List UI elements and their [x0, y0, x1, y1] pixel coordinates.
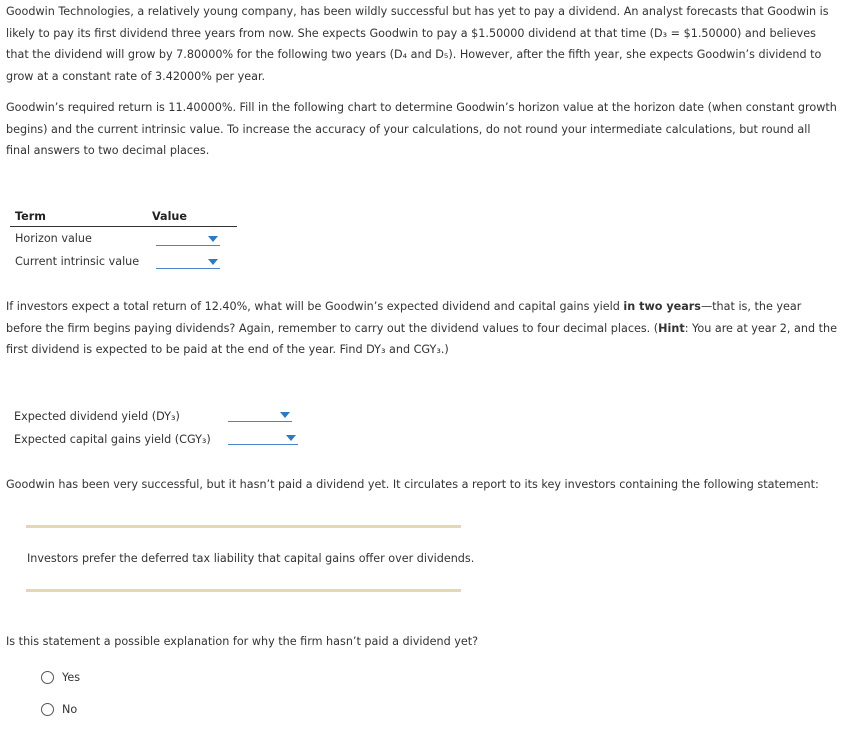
- dropdown-arrow-icon: [208, 236, 218, 242]
- current-intrinsic-value-label: Current intrinsic value: [15, 255, 140, 268]
- dropdown-arrow-icon: [286, 435, 296, 441]
- horizon-value-dropdown[interactable]: [156, 231, 220, 246]
- instructions-paragraph: Goodwin’s required return is 11.40000%. Fill in the following chart to determine Goodwin’s horizon value at the horizon date (when constant growth begins) and the current intrinsic value. To increase the accuracy of your calculations, do not round your intermediate calculations, but round all final answers to two decimal places.: [6, 101, 837, 157]
- radio-button-yes[interactable]: [41, 671, 54, 684]
- value-column-header: Value: [152, 210, 187, 223]
- radio-button-no[interactable]: [41, 703, 54, 716]
- dropdown-arrow-icon: [280, 412, 290, 418]
- option-no[interactable]: [41, 703, 77, 716]
- yield-question-paragraph: [6, 296, 838, 361]
- dividend-yield-dropdown[interactable]: [228, 407, 292, 422]
- term-column-header: Term: [15, 210, 46, 223]
- statement-quote-box: [26, 525, 475, 592]
- dividend-yield-label: Expected dividend yield (DY₃): [14, 410, 180, 423]
- valuation-table: [10, 208, 237, 273]
- yield-question-text: If investors expect a total return of 12.40%, what will be Goodwin’s expected dividend and capital gains yield: [6, 300, 624, 313]
- current-intrinsic-value-dropdown[interactable]: [156, 254, 220, 269]
- statement-question: Is this statement a possible explanation for why the firm hasn’t paid a dividend yet?: [6, 635, 479, 648]
- table-header: [10, 208, 237, 227]
- table-row-current-intrinsic-value: [10, 250, 237, 273]
- option-yes-label: Yes: [62, 671, 81, 684]
- statement-text: Investors prefer the deferred tax liability that capital gains offer over dividends.: [27, 552, 475, 565]
- statement-intro: Goodwin has been very successful, but it hasn’t paid a dividend yet. It circulates a report to its key investors containing the following statement:: [6, 478, 819, 491]
- intro-paragraph: Goodwin Technologies, a relatively young company, has been wildly successful but has yet to pay a dividend. An analyst forecasts that Goodwin is likely to pay its first dividend three years from now. She expects Goodwin to pay a $1.50000 dividend at that time (D₃ = $1.50000) and believes that the dividend will grow by 7.80000% for the following two years (D₄ and D₅). However, after the fifth year, she expects Goodwin’s dividend to grow at a constant rate of 3.42000% per year.: [6, 5, 829, 83]
- capital-gains-yield-dropdown[interactable]: [228, 430, 298, 445]
- yield-question-text: —that is, the year before the firm begins paying dividends? Again, remember to carry out the dividend values to four decimal places. (: [6, 300, 802, 335]
- option-no-label: No: [62, 703, 78, 716]
- capital-gains-yield-label: Expected capital gains yield (CGY₃): [14, 433, 211, 446]
- dropdown-arrow-icon: [208, 259, 218, 265]
- yield-question-emphasis: in two years: [623, 300, 701, 313]
- table-row-horizon-value: [10, 227, 237, 250]
- horizon-value-label: Horizon value: [15, 232, 92, 245]
- option-yes[interactable]: [41, 671, 80, 684]
- hint-label: Hint: [658, 321, 685, 335]
- yield-question-text: : You are at year 2, and the first dividend is expected to be paid at the end of the year. Find DY₃ and CGY₃.): [6, 321, 838, 356]
